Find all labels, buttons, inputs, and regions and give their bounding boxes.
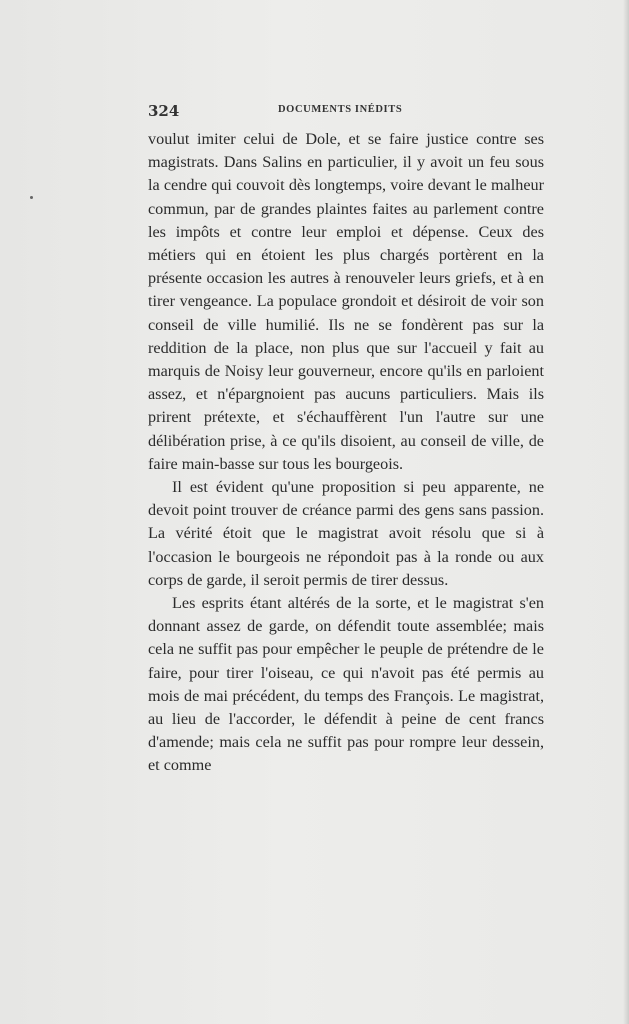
page-number: 324: [148, 102, 180, 120]
page-header: [148, 102, 544, 122]
body-text: [148, 128, 544, 778]
paragraph-2: Il est évident qu'une proposition si peu apparente, ne devoit point trouver de créance parmi des gens sans passion. La vérité étoit que le magistrat avoit résolu que si à l'occasion le bourgeois ne répondoit pas à la ronde ou aux corps de garde, il seroit permis de tirer dessus.: [148, 478, 544, 589]
running-head: DOCUMENTS INÉDITS: [278, 104, 403, 115]
paragraph-3: Les esprits étant altérés de la sorte, et le magistrat s'en donnant assez de garde, on défendit toute assemblée; mais cela ne suffit pas pour empêcher le peuple de prétendre de le faire, pour tirer l'oiseau, ce qui n'avoit pas été permis au mois de mai précédent, du temps des François. Le magistrat, au lieu de l'accorder, le défendit à peine de cent francs d'amende; mais cela ne suffit pas pour rompre leur dessein, et comme: [148, 594, 544, 775]
paper-speck: [30, 196, 33, 199]
paragraph-1: voulut imiter celui de Dole, et se faire justice contre ses magistrats. Dans Salins en particulier, il y avoit un feu sous la cendre qui couvoit dès longtemps, voire devant le malheur commun, par de grandes plaintes faites au parlement contre les impôts et contre leur emploi et dépense. Ceux des métiers qui en étoient les plus chargés portèrent en la présente occasion les autres à renouveler leurs griefs, et à en tirer vengeance. La populace grondoit et désiroit de voir son conseil de ville humilié. Ils ne se fondèrent pas sur la reddition de la place, non plus que sur l'accueil y fait au marquis de Noisy leur gouverneur, encore qu'ils en parloient assez, et n'épargnoient pas aucuns particuliers. Mais ils prirent prétexte, et s'échauffèrent l'un l'autre sur une délibération prise, à ce qu'ils disoient, au conseil de ville, de faire main-basse sur tous les bourgeois.: [148, 130, 544, 473]
